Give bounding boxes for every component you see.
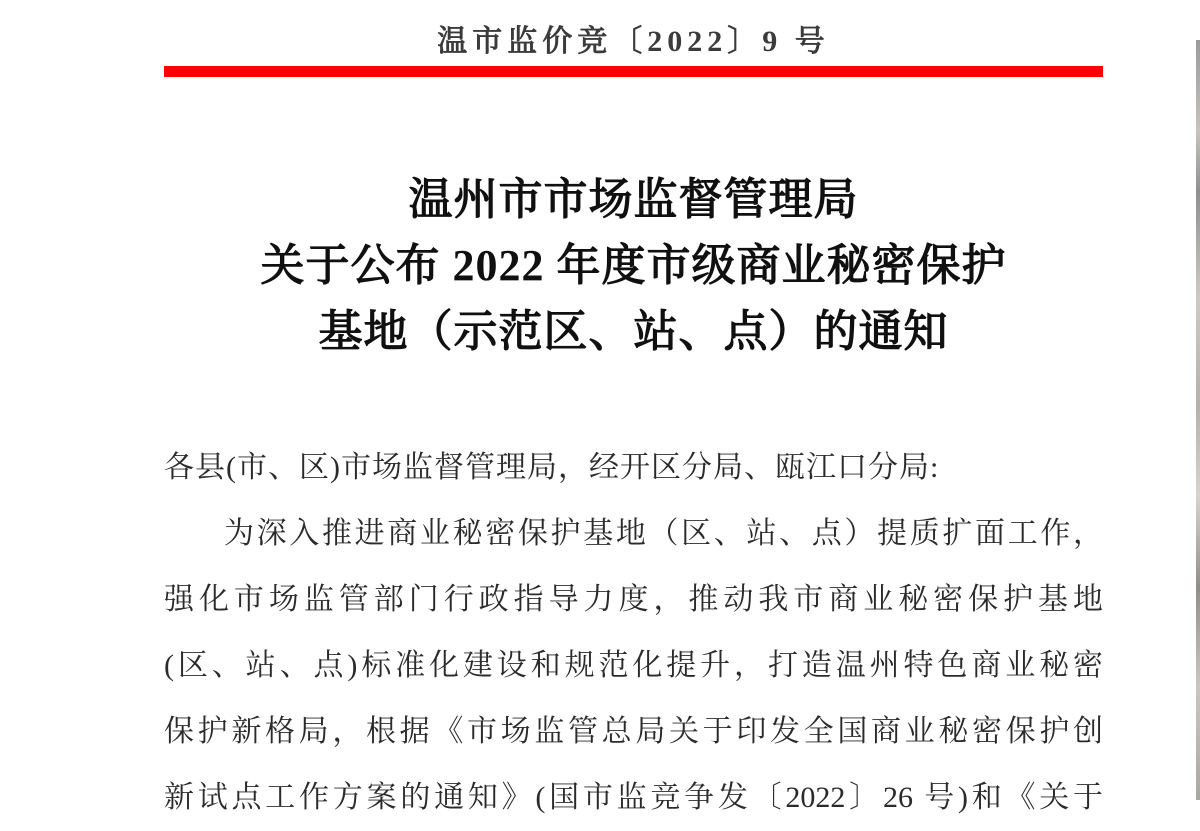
title-line-1: 温州市市场监督管理局 [408, 175, 859, 224]
paragraph-line-1: 为深入推进商业秘密保护基地（区、站、点）提质扩面工作， [224, 517, 1103, 550]
title-line-3: 基地（示范区、站、点）的通知 [318, 307, 949, 356]
doc-number: 温市监价竞〔2022〕9 号 [437, 25, 830, 58]
red-divider-line [164, 66, 1103, 77]
salutation-line: 各县(市、区)市场监督管理局，经开区分局、瓯江口分局: [164, 451, 940, 484]
scan-page-edge-artifact [1196, 40, 1200, 800]
document-page [164, 0, 1103, 831]
paragraph-line-4: 保护新格局，根据《市场监管总局关于印发全国商业秘密保护创 [164, 715, 1103, 748]
title-line-2: 关于公布 2022 年度市级商业秘密保护 [260, 241, 1007, 290]
paragraph-line-5: 新试点工作方案的通知》(国市监竞争发〔2022〕26 号)和《关于 [164, 781, 1103, 814]
paragraph-line-3: (区、站、点)标准化建设和规范化提升，打造温州特色商业秘密 [164, 649, 1103, 682]
document-title [164, 167, 1103, 365]
paragraph-line-2: 强化市场监管部门行政指导力度，推动我市商业秘密保护基地 [164, 583, 1103, 616]
document-body [164, 435, 1103, 831]
